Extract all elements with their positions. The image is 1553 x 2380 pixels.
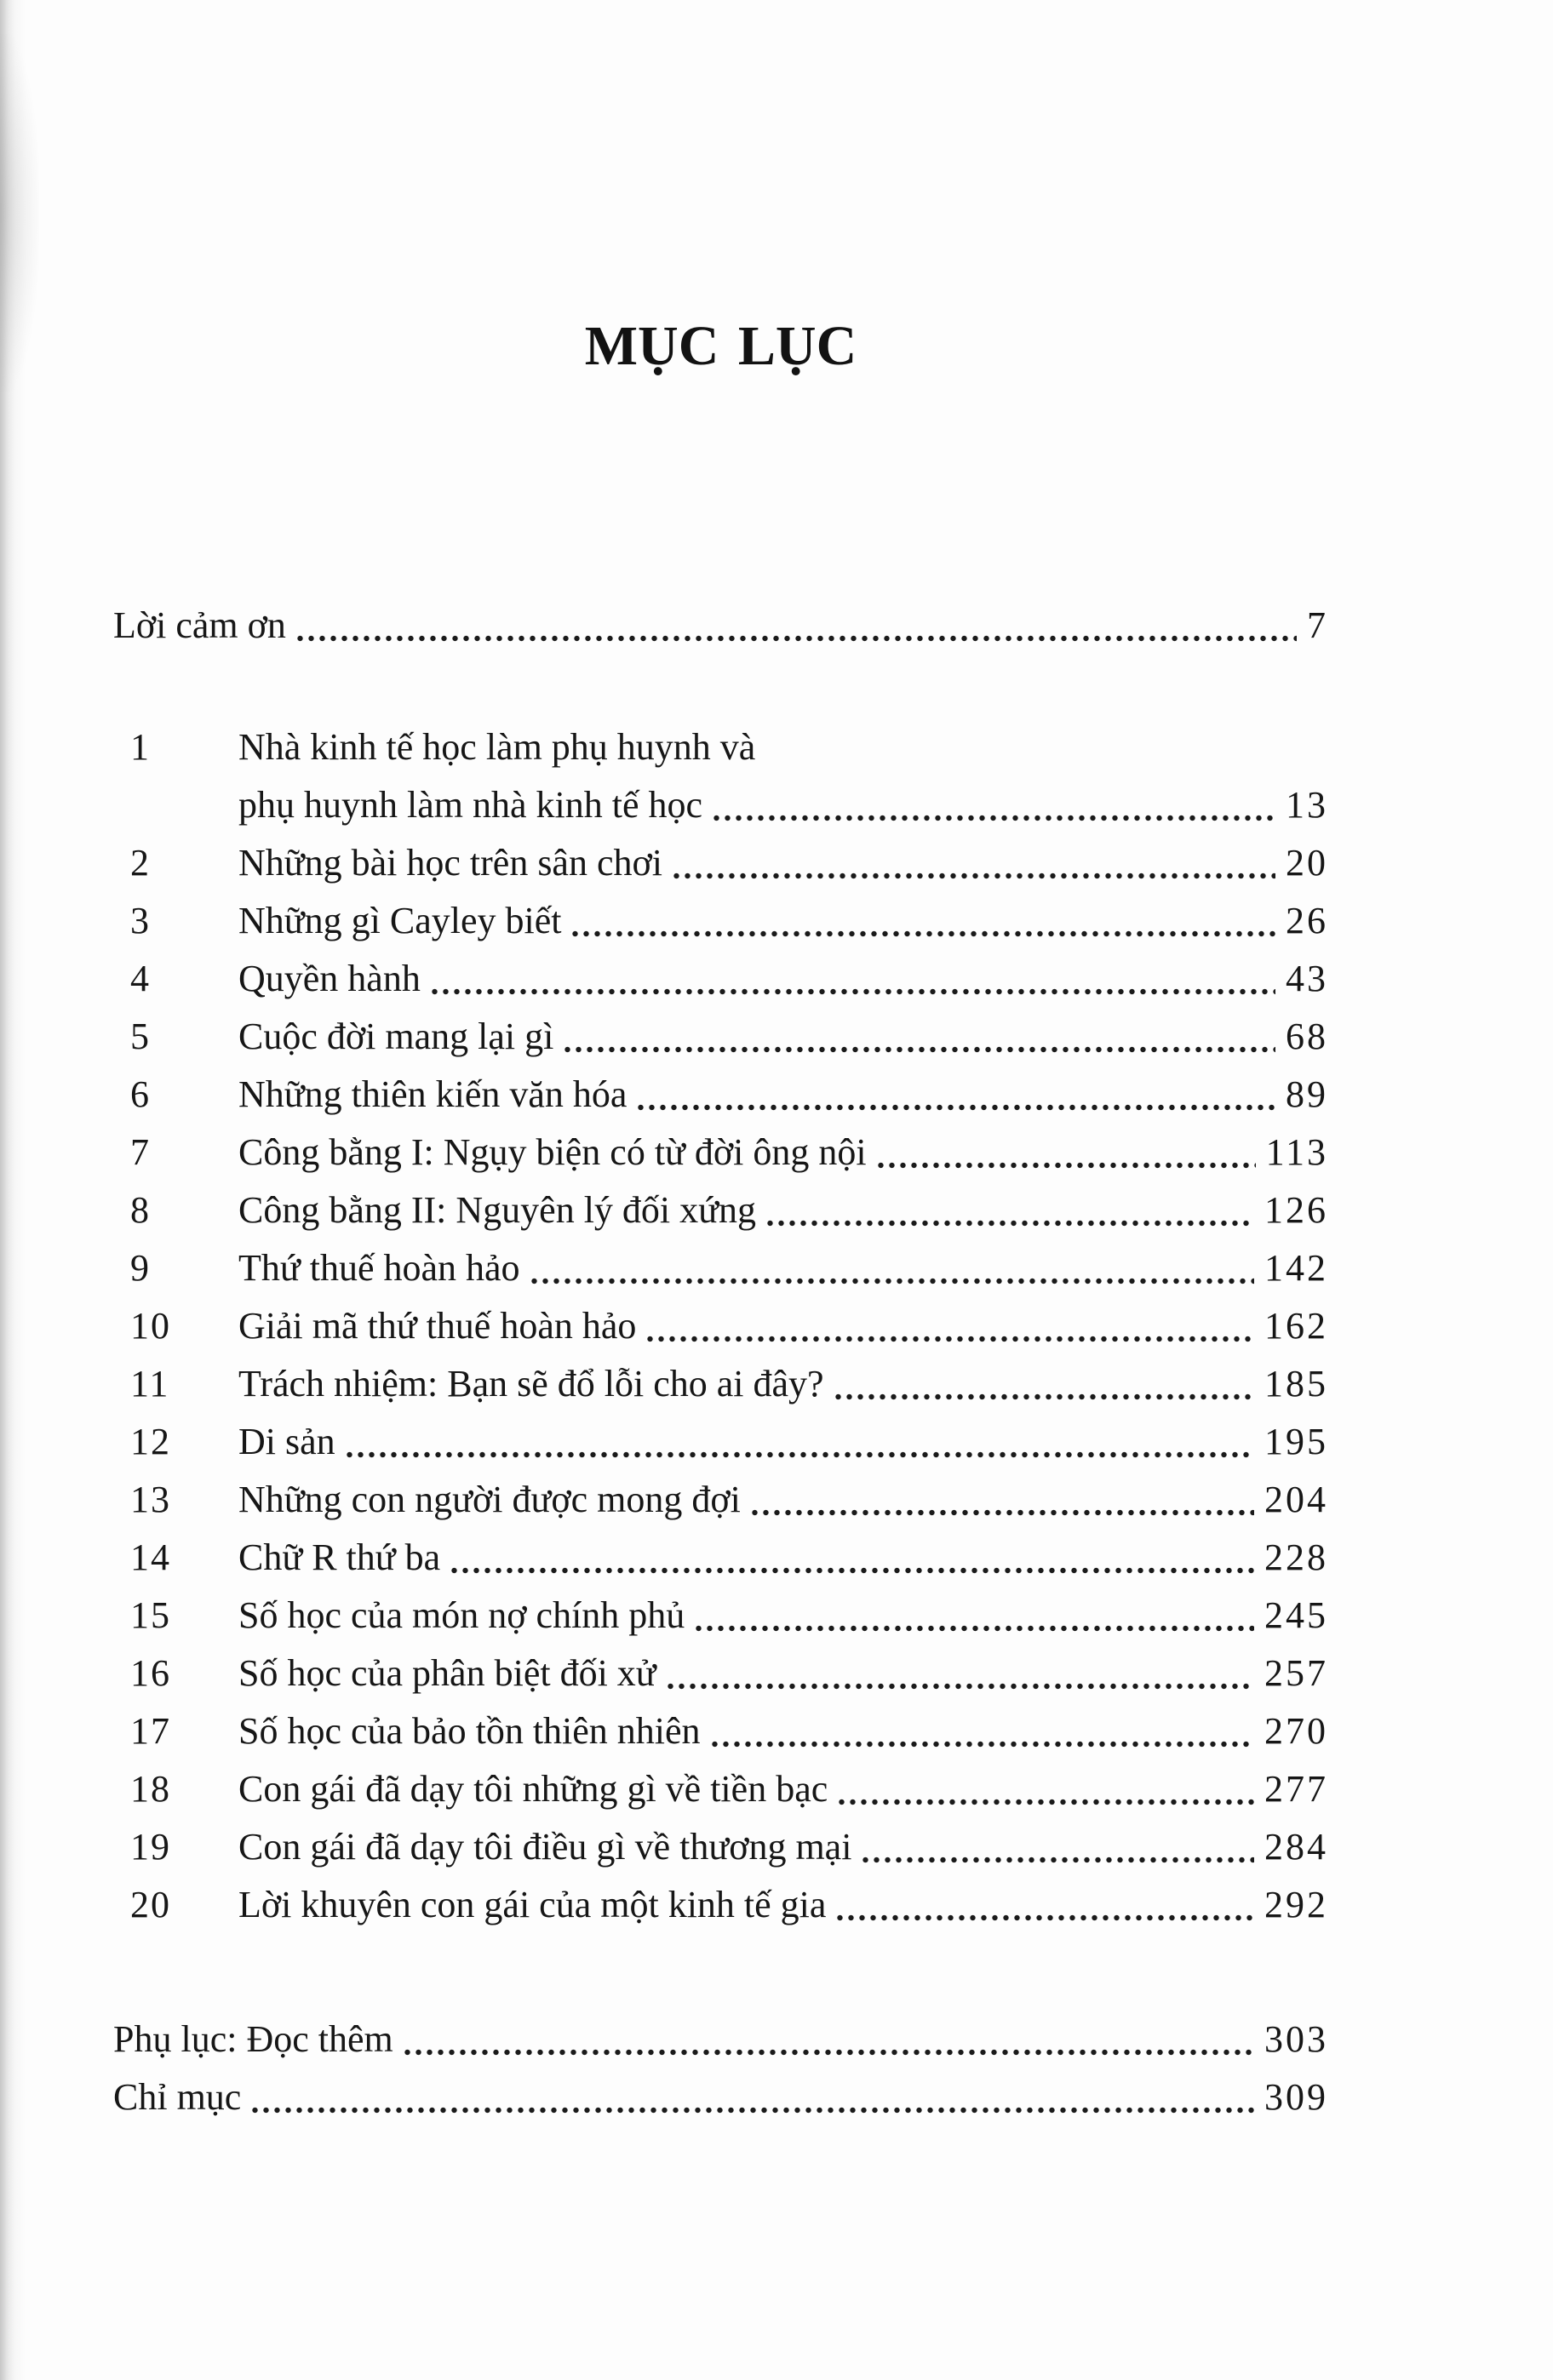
page-number: 228 xyxy=(1264,1536,1328,1579)
page-number: 26 xyxy=(1286,900,1328,942)
dot-leader xyxy=(706,1702,1264,1760)
dot-leader xyxy=(872,1124,1266,1181)
page-number: 162 xyxy=(1264,1305,1328,1347)
toc-row xyxy=(113,1008,1328,1066)
dot-leader xyxy=(829,1355,1264,1413)
entry-title: Chữ R thứ ba xyxy=(238,1536,441,1579)
entry-title: Lời cảm ơn xyxy=(113,604,286,647)
dot-leader xyxy=(668,834,1286,892)
entry-title: Chỉ mục xyxy=(113,2076,242,2119)
toc-row xyxy=(113,1645,1328,1702)
toc-row xyxy=(113,1702,1328,1760)
entry-title: Trách nhiệm: Bạn sẽ đổ lỗi cho ai đây? xyxy=(238,1363,824,1405)
chapter-number: 1 xyxy=(130,726,151,769)
entry-title: Những gì Cayley biết xyxy=(238,900,562,942)
dot-leader xyxy=(746,1471,1264,1529)
dot-leader xyxy=(341,1413,1264,1471)
chapter-number: 14 xyxy=(130,1536,171,1579)
toc-row xyxy=(113,1471,1328,1529)
entry-title: Con gái đã dạy tôi những gì về tiền bạc xyxy=(238,1768,828,1811)
dot-leader xyxy=(559,1008,1286,1066)
toc-row xyxy=(113,1587,1328,1645)
dot-leader xyxy=(857,1818,1264,1876)
toc-row xyxy=(113,1818,1328,1876)
page-number: 245 xyxy=(1264,1594,1328,1637)
toc-row xyxy=(113,1124,1328,1181)
page-number: 257 xyxy=(1264,1652,1328,1695)
dot-leader xyxy=(708,776,1286,834)
dot-leader xyxy=(831,1876,1264,1934)
page-number: 43 xyxy=(1286,958,1328,1000)
page-content xyxy=(113,0,1328,2126)
entry-title: Số học của bảo tồn thiên nhiên xyxy=(238,1710,701,1753)
entry-title: Giải mã thứ thuế hoàn hảo xyxy=(238,1305,637,1347)
entry-title: Phụ lục: Đọc thêm xyxy=(113,2018,393,2061)
chapter-list xyxy=(113,718,1328,1934)
entry-title: Thứ thuế hoàn hảo xyxy=(238,1247,520,1290)
dot-leader xyxy=(445,1529,1264,1587)
dot-leader xyxy=(426,950,1286,1008)
page-number: 292 xyxy=(1264,1884,1328,1926)
entry-title: Những thiên kiến văn hóa xyxy=(238,1073,628,1116)
page-number: 195 xyxy=(1264,1421,1328,1463)
chapter-number: 5 xyxy=(130,1016,151,1058)
chapter-number: 11 xyxy=(130,1363,170,1405)
chapter-number: 20 xyxy=(130,1884,171,1926)
chapter-number: 16 xyxy=(130,1652,171,1695)
toc-row xyxy=(113,2068,1328,2126)
entry-title: Những bài học trên sân chơi xyxy=(238,842,662,884)
toc-row xyxy=(113,1529,1328,1587)
dot-leader xyxy=(246,2068,1264,2126)
entry-title: Quyền hành xyxy=(238,958,421,1000)
toc-row xyxy=(113,2011,1328,2068)
chapter-number: 9 xyxy=(130,1247,151,1290)
back-matter-list xyxy=(113,2011,1328,2126)
toc-row xyxy=(113,1355,1328,1413)
entry-title: Di sản xyxy=(238,1421,335,1463)
dot-leader xyxy=(398,2011,1264,2068)
toc-row xyxy=(113,892,1328,950)
toc-row xyxy=(113,1297,1328,1355)
page-number: 142 xyxy=(1264,1247,1328,1290)
entry-title: Công bằng II: Nguyên lý đối xứng xyxy=(238,1189,757,1232)
chapter-number: 15 xyxy=(130,1594,171,1637)
chapter-number: 6 xyxy=(130,1073,151,1116)
chapter-number: 17 xyxy=(130,1710,171,1753)
entry-title: Cuộc đời mang lại gì xyxy=(238,1016,554,1058)
chapter-number: 7 xyxy=(130,1131,151,1174)
toc-row xyxy=(113,1876,1328,1934)
entry-title: Những con người được mong đợi xyxy=(238,1479,741,1521)
toc-row xyxy=(113,1066,1328,1124)
dot-leader xyxy=(632,1066,1286,1124)
page-number: 113 xyxy=(1265,1131,1328,1174)
page-number: 68 xyxy=(1286,1016,1328,1058)
page-number: 13 xyxy=(1286,784,1328,827)
page-number: 185 xyxy=(1264,1363,1328,1405)
toc-row xyxy=(113,1181,1328,1239)
entry-title: phụ huynh làm nhà kinh tế học xyxy=(238,784,703,827)
toc-row xyxy=(113,1760,1328,1818)
dot-leader xyxy=(833,1760,1264,1818)
page-number: 204 xyxy=(1264,1479,1328,1521)
chapter-number: 2 xyxy=(130,842,151,884)
chapter-number: 12 xyxy=(130,1421,171,1463)
page-number: 89 xyxy=(1286,1073,1328,1116)
chapter-number: 10 xyxy=(130,1305,171,1347)
entry-title: Con gái đã dạy tôi điều gì về thương mại xyxy=(238,1826,852,1868)
dot-leader xyxy=(690,1587,1264,1645)
table-of-contents xyxy=(113,597,1328,2126)
chapter-number: 8 xyxy=(130,1189,151,1232)
page-number: 309 xyxy=(1264,2076,1328,2119)
chapter-number: 19 xyxy=(130,1826,171,1868)
chapter-number: 3 xyxy=(130,900,151,942)
toc-row xyxy=(113,1413,1328,1471)
toc-row xyxy=(113,950,1328,1008)
page-number: 270 xyxy=(1264,1710,1328,1753)
page-title: MỤC LỤC xyxy=(584,315,857,377)
toc-row xyxy=(113,597,1328,655)
toc-row xyxy=(113,718,1328,776)
dot-leader xyxy=(761,1181,1264,1239)
page-number: 303 xyxy=(1264,2018,1328,2061)
entry-title: Số học của món nợ chính phủ xyxy=(238,1594,685,1637)
scan-edge-artifact xyxy=(0,0,26,2380)
toc-row xyxy=(113,834,1328,892)
page-number: 277 xyxy=(1264,1768,1328,1811)
page-number: 284 xyxy=(1264,1826,1328,1868)
dot-leader xyxy=(291,597,1307,655)
page-number: 20 xyxy=(1286,842,1328,884)
scan-edge-smudge xyxy=(0,34,39,392)
entry-title: Công bằng I: Ngụy biện có từ đời ông nội xyxy=(238,1131,867,1174)
dot-leader xyxy=(662,1645,1264,1702)
dot-leader xyxy=(525,1239,1264,1297)
front-matter-list xyxy=(113,597,1328,655)
chapter-number: 13 xyxy=(130,1479,171,1521)
entry-title: Số học của phân biệt đối xử xyxy=(238,1652,656,1695)
entry-title: Nhà kinh tế học làm phụ huynh và xyxy=(238,726,756,769)
toc-row xyxy=(113,776,1328,834)
toc-row xyxy=(113,1239,1328,1297)
chapter-number: 4 xyxy=(130,958,151,1000)
dot-leader xyxy=(566,892,1286,950)
page-number: 126 xyxy=(1264,1189,1328,1232)
entry-title: Lời khuyên con gái của một kinh tế gia xyxy=(238,1884,827,1926)
chapter-number: 18 xyxy=(130,1768,171,1811)
dot-leader xyxy=(641,1297,1264,1355)
page-number: 7 xyxy=(1307,604,1328,647)
